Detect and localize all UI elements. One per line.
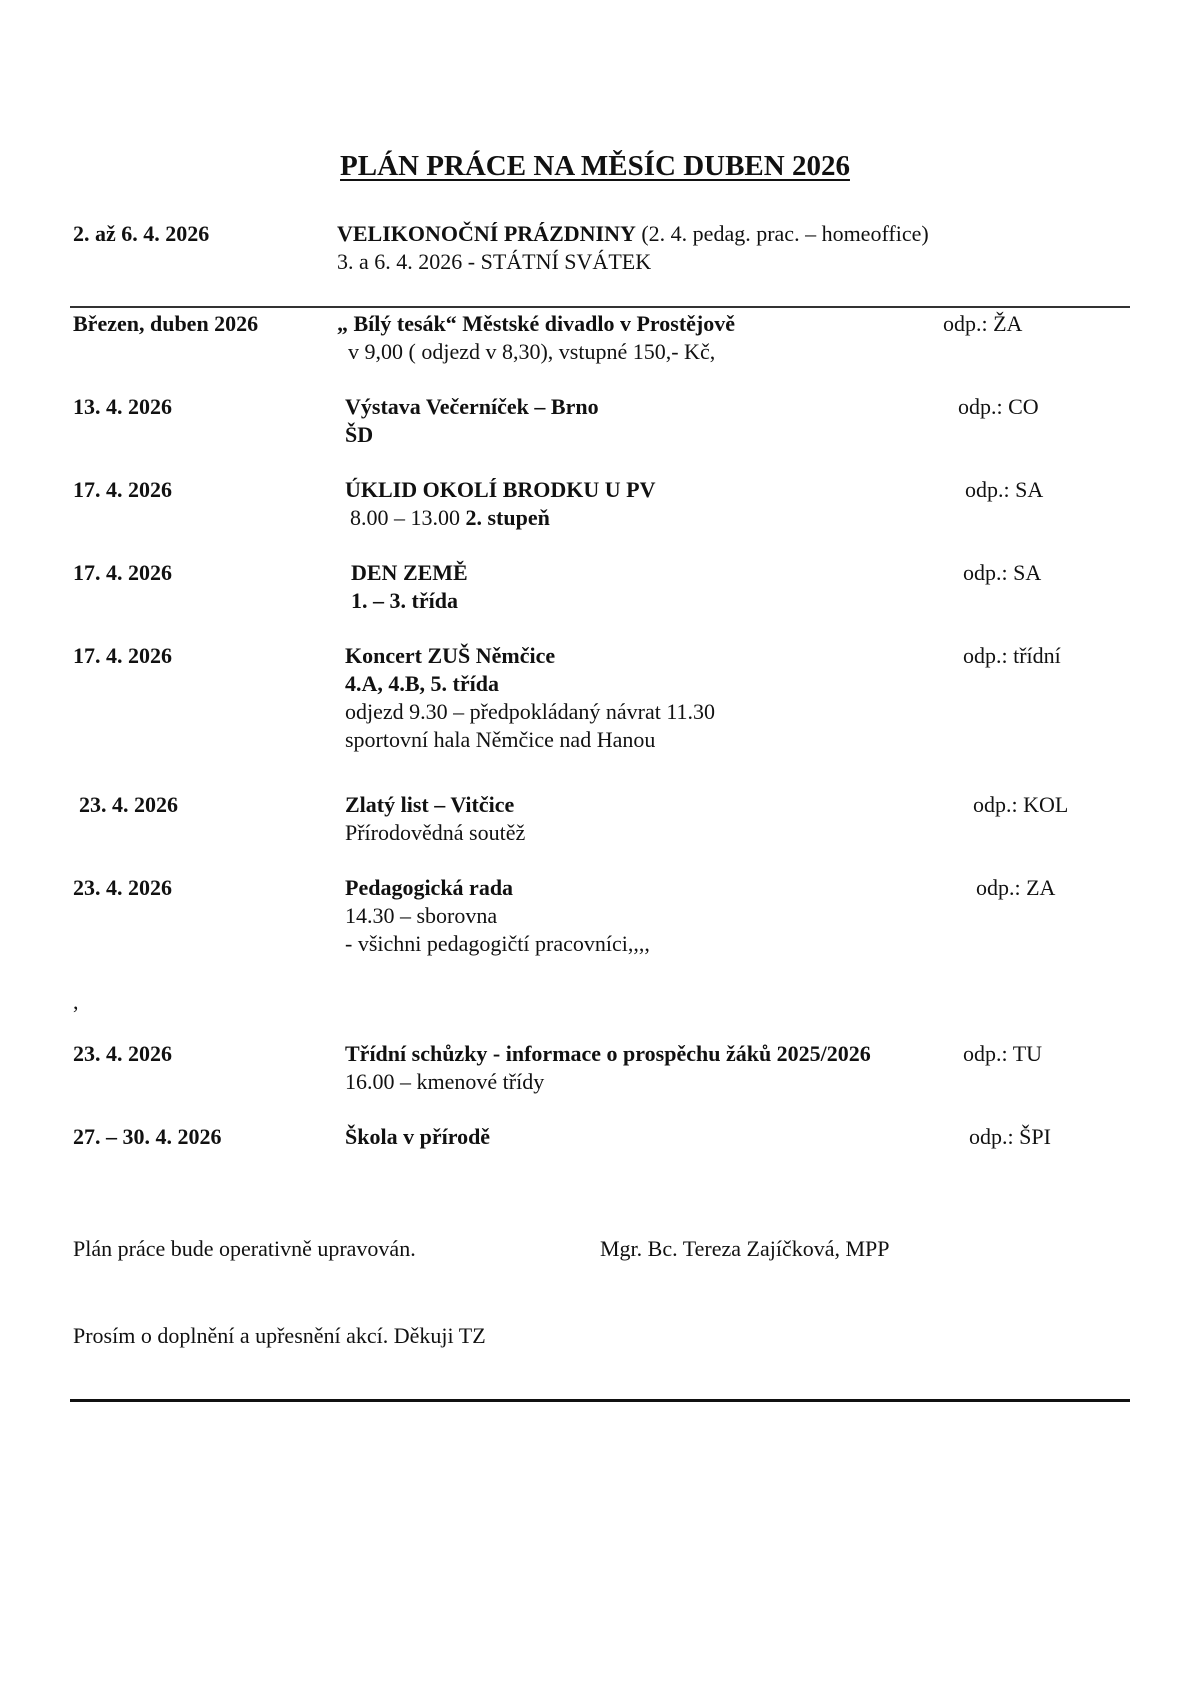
event-detail: sportovní hala Němčice nad Hanou [345,727,656,752]
event-detail-time: 8.00 – 13.00 [350,505,466,530]
top-divider [70,306,1130,308]
event-date: Březen, duben 2026 [73,311,259,336]
event-responsible: odp.: CO [958,394,1039,419]
footer-note: Plán práce bude operativně upravován. [73,1236,416,1261]
event-title: Třídní schůzky - informace o prospěchu žáků 2025/2026 [345,1041,871,1066]
event-responsible: odp.: KOL [973,792,1069,817]
event-title: „ Bílý tesák“ Městské divadlo v Prostějově [337,311,736,336]
footer-request: Prosím o doplnění a upřesnění akcí. Děkuji TZ [73,1323,486,1348]
event-detail: 4.A, 4.B, 5. třída [345,671,499,696]
holiday-public-holiday: 3. a 6. 4. 2026 - STÁTNÍ SVÁTEK [337,249,652,274]
event-title: DEN ZEMĚ [351,560,468,585]
event-detail: v 9,00 ( odjezd v 8,30), vstupné 150,- Kč, [348,339,716,364]
bottom-divider [70,1399,1130,1402]
event-date: 23. 4. 2026 [79,792,178,817]
event-date: 17. 4. 2026 [73,477,172,502]
event-responsible: odp.: ŽA [943,311,1023,336]
footer-signature: Mgr. Bc. Tereza Zajíčková, MPP [600,1236,890,1261]
event-detail: 16.00 – kmenové třídy [345,1069,545,1094]
event-date: 23. 4. 2026 [73,1041,172,1066]
event-date: 23. 4. 2026 [73,875,172,900]
page-title: PLÁN PRÁCE NA MĚSÍC DUBEN 2026 [340,150,850,182]
event-date: 17. 4. 2026 [73,643,172,668]
event-detail: Přírodovědná soutěž [345,820,526,845]
event-detail: 1. – 3. třída [351,588,458,613]
event-title: Pedagogická rada [345,875,514,900]
event-title: Výstava Večerníček – Brno [345,394,599,419]
event-detail: 14.30 – sborovna [345,903,498,928]
event-responsible: odp.: TU [963,1041,1043,1066]
event-title: Koncert ZUŠ Němčice [345,643,556,668]
holiday-event [337,220,929,248]
event-date: 13. 4. 2026 [73,394,172,419]
event-title: ÚKLID OKOLÍ BRODKU U PV [345,477,656,502]
event-detail: ŠD [345,422,374,447]
event-date: 27. – 30. 4. 2026 [73,1124,222,1149]
event-detail-group: 2. stupeň [465,505,550,530]
event-detail: odjezd 9.30 – předpokládaný návrat 11.30 [345,699,716,724]
event-responsible: odp.: ZA [976,875,1056,900]
event-responsible: odp.: SA [965,477,1044,502]
event-detail [350,504,550,532]
event-date: 17. 4. 2026 [73,560,172,585]
stray-comma: , [73,989,79,1014]
event-responsible: odp.: SA [963,560,1042,585]
event-detail: - všichni pedagogičtí pracovníci,,,, [345,931,650,956]
event-responsible: odp.: ŠPI [969,1124,1051,1149]
holiday-note: (2. 4. pedag. prac. – homeoffice) [635,221,929,246]
holiday-title: VELIKONOČNÍ PRÁZDNINY [337,221,636,246]
event-title: Škola v přírodě [345,1124,491,1149]
event-title: Zlatý list – Vitčice [345,792,515,817]
event-responsible: odp.: třídní [963,643,1061,668]
holiday-date: 2. až 6. 4. 2026 [73,221,210,246]
